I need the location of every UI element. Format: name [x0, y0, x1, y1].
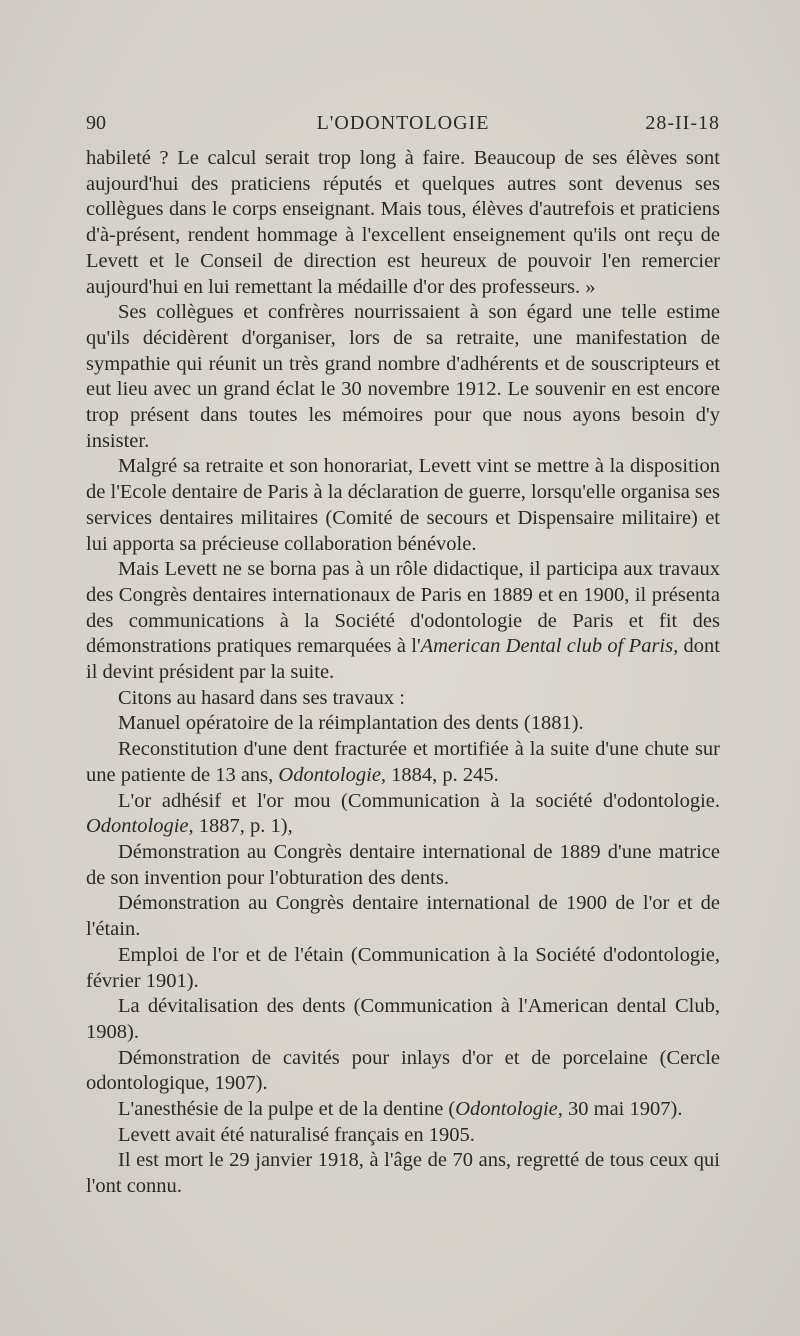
paragraph-text: L'or adhésif et l'or mou (Communication à la société d'odontologie.: [118, 789, 720, 812]
paragraph: Il est mort le 29 janvier 1918, à l'âge de 70 ans, regretté de tous ceux qui l'ont connu.: [86, 1149, 720, 1198]
paragraph: Citons au hasard dans ses travaux :: [118, 686, 405, 709]
page-number: 90: [86, 112, 106, 134]
italic-title: Odontologie,: [278, 763, 387, 786]
italic-title: Odontologie,: [455, 1098, 563, 1121]
paragraph: [86, 557, 720, 686]
list-item: Démonstration au Congrès dentaire international de 1889 d'une matrice de son invention pour l'obturation des dents.: [86, 840, 720, 889]
list-item: Emploi de l'or et de l'étain (Communication à la Société d'odontologie, février 1901).: [86, 943, 720, 992]
paragraph-text: 30 mai 1907).: [562, 1098, 683, 1121]
list-item: Démonstration au Congrès dentaire international de 1900 de l'or et de l'étain.: [86, 892, 720, 941]
article-body: [86, 146, 720, 1200]
paragraph: Malgré sa retraite et son honorariat, Levett vint se mettre à la disposition de l'Ecole dentaire de Paris à la déclaration de guerre, lorsqu'elle organisa ses services dentaires militaires (Comité de secours et Dispensaire militaire) et lui apporta sa précieuse collaboration bénévole.: [86, 455, 720, 555]
issue-date: 28-II-18: [645, 112, 720, 134]
italic-title: Odontologie,: [86, 815, 194, 838]
list-item: [86, 1097, 720, 1123]
list-item: [86, 737, 720, 788]
paragraph-text: dont il devint président par la suite.: [86, 635, 721, 684]
running-header: [86, 112, 720, 140]
list-item: Démonstration de cavités pour inlays d'or et de porcelaine (Cercle odontologique, 1907).: [86, 1046, 720, 1095]
list-item: Manuel opératoire de la réimplantation des dents (1881).: [118, 712, 584, 735]
journal-title: L'ODONTOLOGIE: [316, 112, 490, 134]
paragraph-text: L'anesthésie de la pulpe et de la dentine (: [118, 1098, 456, 1121]
paragraph-text: 1887, p. 1),: [193, 815, 293, 838]
list-item: [86, 789, 720, 840]
paragraph-text: Mais Levett ne se borna pas à un rôle didactique, il participa aux travaux des Congrès dentaires internationaux de Paris en 1889 et en 1900, il présenta des communications à la Société d'odontologie de Paris et fit des démonstrations pratiques remarquées à l': [86, 558, 720, 658]
paragraph-text: 1884, p. 245.: [386, 763, 499, 786]
paragraph: habileté ? Le calcul serait trop long à faire. Beaucoup de ses élèves sont aujourd'hui des praticiens réputés et quelques autres sont devenus ses collègues dans le corps enseignant. Mais tous, élèves d'autrefois et praticiens d'à-présent, rendent hommage à l'excellent enseignement qu'ils ont reçu de Levett et le Conseil de direction est heureux de pouvoir l'en remercier aujourd'hui en lui remettant la médaille d'or des professeurs. »: [86, 147, 720, 298]
paragraph-text: Reconstitution d'une dent fracturée et mortifiée à la suite d'une chute sur une patiente de 13 ans,: [86, 738, 720, 786]
italic-title: American Dental club of Paris,: [420, 635, 679, 658]
list-item: La dévitalisation des dents (Communication à l'American dental Club, 1908).: [86, 995, 720, 1043]
paragraph: Levett avait été naturalisé français en 1905.: [118, 1123, 475, 1146]
paragraph: Ses collègues et confrères nourrissaient à son égard une telle estime qu'ils décidèrent d'organiser, lors de sa retraite, une manifestation de sympathie qui réunit un très grand nombre d'adhérents et de souscripteurs et eut lieu avec un grand éclat le 30 novembre 1912. Le souvenir en est encore trop présent dans toutes les mémoires pour que nous ayons besoin d'y insister.: [86, 301, 720, 452]
